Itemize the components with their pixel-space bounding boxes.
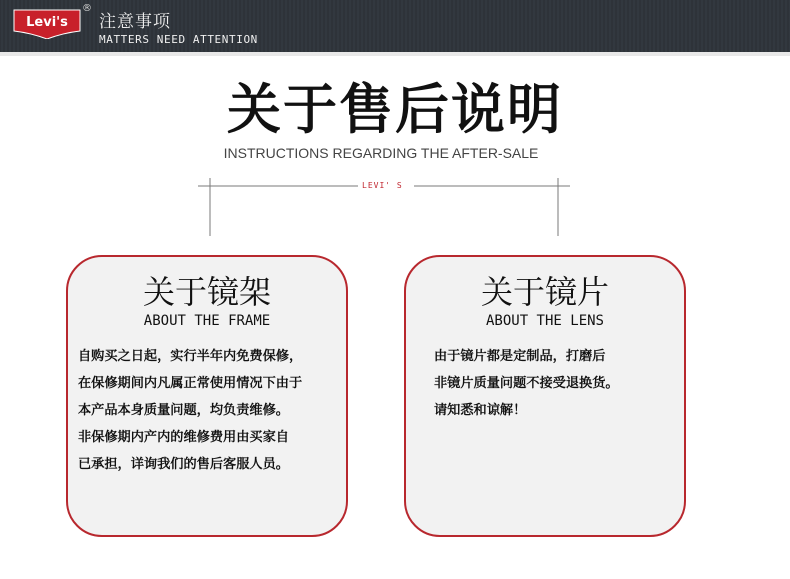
frame-card-line: 本产品本身质量问题，均负责维修。: [78, 403, 289, 418]
header-title-cn: 注意事项: [99, 12, 171, 32]
frame-card-line: 已承担，详询我们的售后客服人员。: [78, 457, 289, 472]
frame-card-line: 自购买之日起，实行半年内免费保修，: [78, 349, 303, 364]
lens-card-line: 非镜片质量问题不接受退换货。: [434, 376, 619, 391]
header-title-en: MATTERS NEED ATTENTION: [99, 33, 258, 46]
lens-card-subtitle: ABOUT THE LENS: [485, 313, 604, 329]
page-subtitle: INSTRUCTIONS REGARDING THE AFTER-SALE: [223, 145, 539, 161]
registered-mark: ®: [82, 3, 92, 14]
levis-logo: [13, 9, 81, 39]
divider-label: LEVI' S: [362, 181, 403, 190]
lens-card-title: 关于镜片: [480, 273, 609, 311]
lens-card-line: 请知悉和谅解！: [434, 403, 527, 418]
logo-text: Levi's: [26, 15, 68, 30]
frame-card-title: 关于镜架: [142, 273, 271, 311]
frame-card: [66, 255, 348, 537]
header-banner: [0, 0, 790, 56]
frame-card-subtitle: ABOUT THE FRAME: [143, 313, 271, 329]
frame-card-line: 非保修期内产内的维修费用由买家自: [78, 430, 289, 445]
lens-card-line: 由于镜片都是定制品，打磨后: [434, 349, 606, 364]
frame-card-body: [78, 343, 342, 478]
page-title: 关于售后说明: [227, 78, 563, 141]
lens-card: [404, 255, 686, 537]
frame-card-line: 在保修期间内凡属正常使用情况下由于: [78, 376, 303, 391]
lens-card-body: [434, 343, 680, 424]
